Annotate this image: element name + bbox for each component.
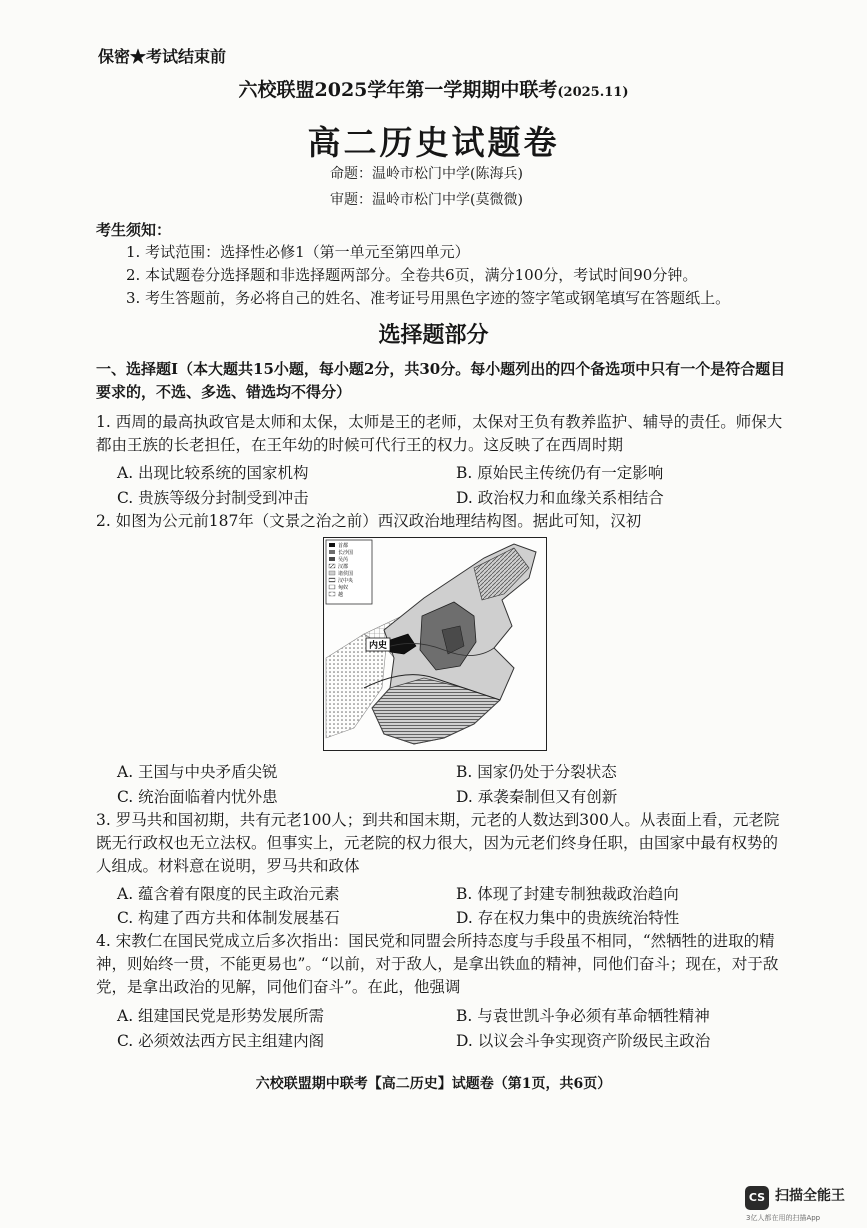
map-legend-entry: 首都 (338, 543, 349, 549)
question-3-option-c: C. 构建了西方共和体制发展基石 (117, 909, 340, 927)
question-3-option-b: B. 体现了封建专制独裁政治趋向 (456, 885, 679, 903)
map-legend-entry: 汉中央 (338, 578, 354, 584)
scanner-brand-logo (745, 1182, 855, 1222)
exam-name: 六校联盟2025学年第一学期期中联考 (238, 79, 558, 101)
notice-item: 3. 考生答题前，务必将自己的姓名、准考证号用黑色字迹的签字笔或钢笔填写在答题纸上。 (126, 289, 731, 307)
brand-name: 扫描全能王 (775, 1188, 845, 1204)
question-1-stem: 1. 西周的最高执政官是太师和太保，太师是王的老师，太保对王负有教养监护、辅导的责任。师保大都由王族的长老担任，在王年幼的时候可代行王的权力。这反映了在西周时期 (96, 413, 783, 454)
map-legend-entry: 吴芮 (338, 557, 349, 563)
question-4-stem: 4. 宋教仁在国民党成立后多次指出：国民党和同盟会所持态度与手段虽不相同，“然牺牲的进取的精神，则始终一贯，不能更易也”。“以前，对于敌人，是拿出铁血的精神，同他们奋斗；现在，对于敌党，是拿出政治的见解，同他们奋斗”。在此，他强调 (96, 932, 779, 996)
han-political-map (323, 537, 547, 751)
question-1-option-a: A. 出现比较系统的国家机构 (117, 464, 309, 482)
question-4-option-c: C. 必须效法西方民主组建内阁 (117, 1032, 325, 1050)
question-3-option-d: D. 存在权力集中的贵族统治特性 (456, 909, 680, 927)
paper-title: 高二历史试题卷 (307, 123, 560, 162)
question-4-option-d: D. 以议会斗争实现资产阶级民主政治 (456, 1032, 711, 1050)
author-credit: 命题：温岭市松门中学(陈海兵) (330, 166, 523, 182)
question-1-option-d: D. 政治权力和血缘关系相结合 (456, 489, 664, 507)
question-4-option-a: A. 组建国民党是形势发展所需 (117, 1007, 325, 1025)
question-2-stem: 2. 如图为公元前187年（文景之治之前）西汉政治地理结构图。据此可知，汉初 (96, 512, 642, 530)
exam-title (0, 75, 867, 102)
question-4-option-b: B. 与袁世凯斗争必须有革命牺牲精神 (456, 1007, 710, 1025)
question-1-option-b: B. 原始民主传统仍有一定影响 (456, 464, 664, 482)
cs-logo-icon: CS (745, 1186, 769, 1210)
question-1-option-c: C. 贵族等级分封制受到冲击 (117, 489, 309, 507)
reviewer-credit: 审题：温岭市松门中学(莫微微) (330, 192, 523, 208)
part-heading: 一、选择题Ⅰ（本大题共15小题，每小题2分，共30分。每小题列出的四个备选项中只有一个是符合题目要求的，不选、多选、错选均不得分） (96, 360, 786, 401)
question-3-stem: 3. 罗马共和国初期，共有元老100人；到共和国末期，元老的人数达到300人。从表面上看，元老院既无行政权也无立法权。但事实上，元老院的权力很大，因为元老们终身任职，由国家中最有权势的人组成。材料意在说明，罗马共和政体 (96, 811, 780, 875)
brand-tagline: 3亿人都在用的扫描App (746, 1214, 821, 1222)
map-legend-entry: 汉郡 (338, 564, 349, 570)
notice-heading: 考生须知： (96, 221, 172, 239)
map-legend-entry: 匈奴 (338, 585, 349, 591)
map-legend-entry: 长沙国 (338, 550, 354, 556)
question-2-option-c: C. 统治面临着内忧外患 (117, 788, 278, 806)
notice-item: 1. 考试范围：选择性必修1（第一单元至第四单元） (126, 243, 470, 261)
map-capital-label: 内史 (369, 641, 388, 651)
map-graphic (324, 538, 546, 750)
question-3-option-a: A. 蕴含着有限度的民主政治元素 (117, 885, 340, 903)
question-2-option-a: A. 王国与中央矛盾尖锐 (117, 763, 278, 781)
page-footer: 六校联盟期中联考【高二历史】试题卷（第1页，共6页） (255, 1076, 612, 1092)
question-2-option-b: B. 国家仍处于分裂状态 (456, 763, 617, 781)
confidential-notice: 保密★考试结束前 (98, 47, 227, 66)
question-2-option-d: D. 承袭秦制但又有创新 (456, 788, 618, 806)
map-legend-entry: 越 (338, 592, 344, 598)
map-legend-entry: 诸侯国 (338, 571, 354, 577)
exam-date: (2025.11) (557, 85, 629, 100)
notice-item: 2. 本试题卷分选择题和非选择题两部分。全卷共6页，满分100分，考试时间90分钟。 (126, 266, 698, 284)
section-title: 选择题部分 (378, 322, 489, 348)
